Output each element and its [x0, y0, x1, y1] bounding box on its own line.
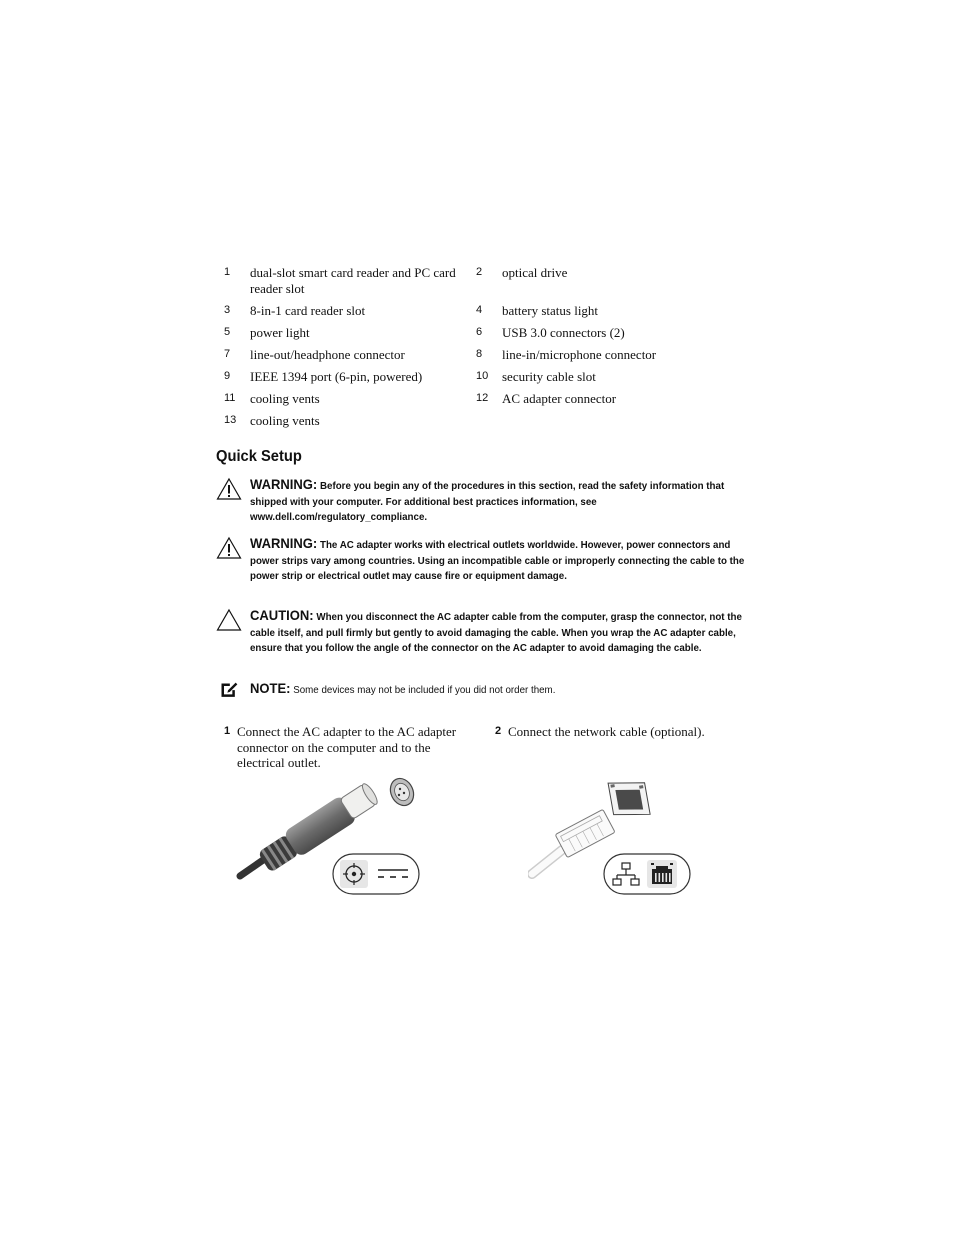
note-icon — [218, 681, 240, 701]
parts-cell — [224, 265, 476, 296]
part-number: 2 — [476, 266, 483, 278]
note-text: Some devices may not be included if you did not order them. — [293, 684, 556, 696]
warning-notice-2 — [216, 536, 746, 585]
part-number: 10 — [476, 369, 489, 382]
parts-cell — [224, 303, 476, 319]
caution-label: CAUTION: — [250, 607, 314, 623]
step-2 — [495, 724, 748, 740]
step-number: 1 — [224, 725, 231, 737]
step-text: Connect the AC adapter to the AC adapter connector on the computer and to the electrical outlet. — [237, 724, 457, 770]
part-description: cooling vents — [250, 412, 320, 428]
caution-text: When you disconnect the AC adapter cable from the computer, grasp the connector, not the cable itself, and pull firmly but gently to avoid damaging the cable. When you wrap the AC adapter cable, ensure that you follow the angle of the connector on the AC adapter to avoid damaging the cable. — [250, 611, 742, 655]
part-number: 9 — [224, 369, 231, 382]
warning-icon — [216, 536, 242, 560]
part-description: 8-in-1 card reader slot — [250, 302, 366, 318]
parts-cell — [476, 265, 728, 296]
part-description: line-out/headphone connector — [250, 346, 405, 362]
part-description: line-in/microphone connector — [502, 346, 657, 362]
part-number: 5 — [224, 325, 231, 338]
note-notice — [216, 681, 746, 699]
part-number: 12 — [476, 391, 489, 404]
parts-row — [224, 391, 744, 407]
warning-text: Before you begin any of the procedures in this section, read the safety information that shipped with your computer. For additional best practices information, see www.dell.com/regulatory_compliance. — [250, 480, 725, 524]
parts-cell — [476, 391, 728, 407]
parts-cell — [224, 347, 476, 363]
part-description: AC adapter connector — [502, 390, 617, 406]
warning-label: WARNING: — [250, 535, 318, 551]
part-number: 3 — [224, 303, 231, 316]
part-description: IEEE 1394 port (6-pin, powered) — [250, 368, 423, 384]
warning-label: WARNING: — [250, 476, 318, 492]
parts-row — [224, 265, 744, 296]
part-number: 8 — [476, 347, 483, 360]
parts-cell — [476, 325, 728, 341]
section-title: Quick Setup — [216, 448, 302, 465]
step-number: 2 — [495, 725, 502, 737]
parts-row — [224, 413, 744, 429]
part-description: dual-slot smart card reader and PC card reader slot — [250, 265, 456, 296]
ac-adapter-illustration — [236, 772, 426, 898]
parts-cell — [224, 391, 476, 407]
part-description: battery status light — [502, 302, 599, 318]
part-number: 1 — [224, 266, 231, 278]
part-number: 13 — [224, 413, 237, 426]
step-text: Connect the network cable (optional). — [508, 724, 705, 739]
part-description: optical drive — [502, 265, 568, 280]
part-description — [502, 413, 726, 429]
warning-text: The AC adapter works with electrical outlets worldwide. However, power connectors and power strips vary among countries. Using an incompatible cable or improperly connecting the cable to the power strip or electrical outlet may cause fire or equipment damage. — [250, 539, 745, 583]
warning-icon — [216, 477, 242, 501]
warning-notice-1 — [216, 477, 746, 526]
parts-cell — [224, 325, 476, 341]
parts-cell — [476, 303, 728, 319]
note-label: NOTE: — [250, 680, 291, 696]
caution-notice — [216, 608, 746, 657]
part-description: cooling vents — [250, 390, 320, 406]
parts-row — [224, 325, 744, 341]
part-number: 4 — [476, 303, 483, 316]
parts-row — [224, 369, 744, 385]
part-description: security cable slot — [502, 368, 596, 384]
parts-cell — [224, 369, 476, 385]
parts-row — [224, 347, 744, 363]
parts-cell — [476, 347, 728, 363]
parts-cell — [224, 413, 476, 429]
parts-cell — [476, 413, 728, 429]
parts-row — [224, 303, 744, 319]
part-description: USB 3.0 connectors (2) — [502, 324, 625, 340]
part-description: power light — [250, 324, 310, 340]
parts-cell — [476, 369, 728, 385]
part-number: 6 — [476, 325, 483, 338]
part-number: 11 — [224, 391, 236, 404]
part-number: 7 — [224, 347, 231, 360]
step-1 — [224, 724, 459, 771]
caution-icon — [216, 608, 242, 632]
parts-table — [224, 265, 744, 435]
network-cable-illustration — [528, 774, 694, 898]
part-number — [476, 413, 502, 429]
